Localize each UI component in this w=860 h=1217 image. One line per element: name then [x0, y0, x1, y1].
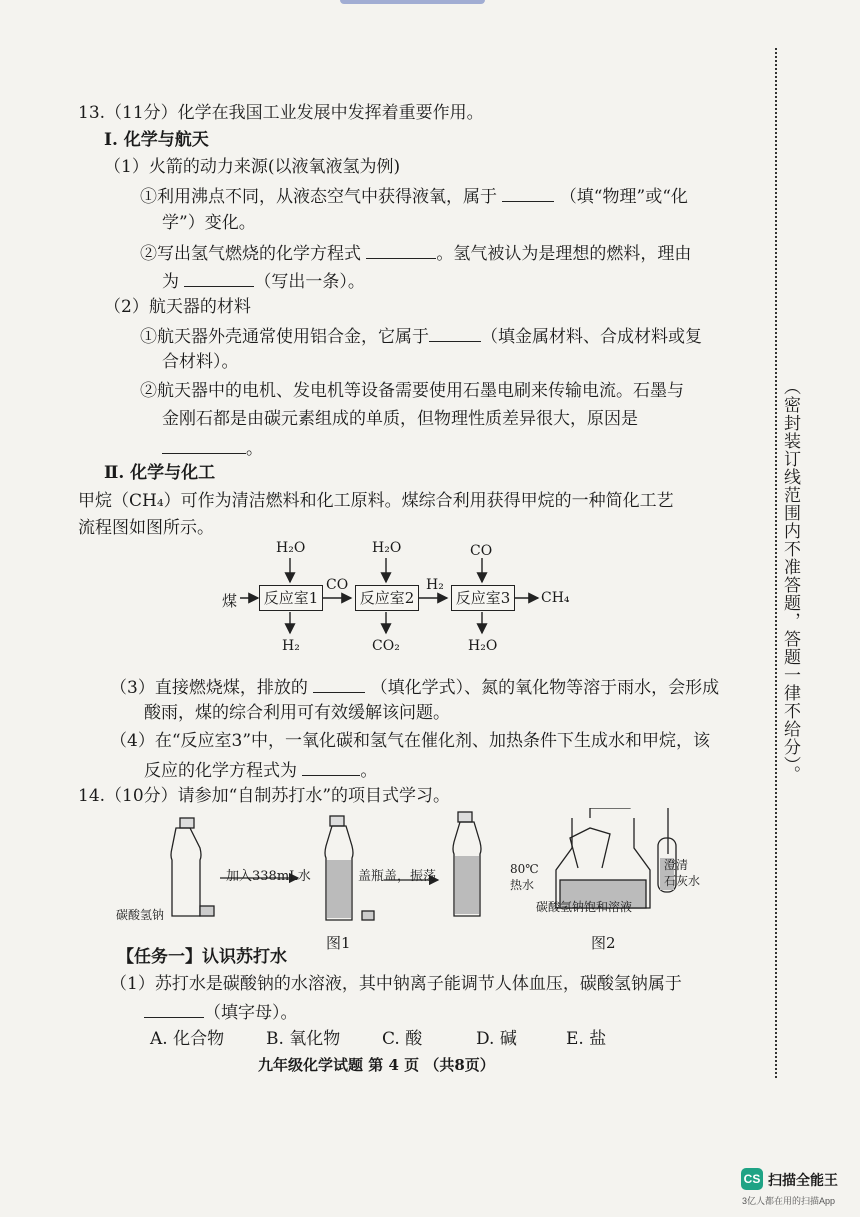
scanner-logo: CS: [741, 1168, 763, 1190]
q13-section-2: Ⅱ. 化学与化工: [104, 463, 216, 483]
q13-intro-line1: 甲烷（CH₄）可作为清洁燃料和化工原料。煤综合利用获得甲烷的一种简化工艺: [78, 491, 674, 511]
q14-1-line2: （填字母）。: [144, 1001, 298, 1023]
q14-option-a: A. 化合物: [150, 1029, 225, 1049]
q13-2b-line3: 。: [162, 437, 263, 459]
q14-task-1: 【任务一】认识苏打水: [117, 947, 287, 967]
reaction-chamber-2: 反应室2: [355, 585, 419, 611]
q14-option-c: C. 酸: [382, 1029, 423, 1049]
q13-1b-line1: ②写出氢气燃烧的化学方程式 。氢气被认为是理想的燃料，理由: [140, 244, 692, 264]
q13-intro-line2: 流程图如图所示。: [78, 518, 214, 538]
q14-option-d: D. 碱: [476, 1029, 517, 1049]
flow-output-2: CO₂: [372, 638, 400, 654]
q14-option-b: B. 氧化物: [266, 1029, 341, 1049]
flow-output-3: H₂O: [468, 638, 498, 654]
fig2-limewater-2: 石灰水: [664, 874, 701, 888]
figure-1-caption: 图1: [326, 934, 351, 952]
figure-2-caption: 图2: [591, 934, 616, 952]
q13-4-line1: （4）在“反应室3”中，一氧化碳和氢气在催化剂、加热条件下生成水和甲烷，该: [110, 731, 711, 751]
q13-2b-line1: ②航天器中的电机、发电机等设备需要使用石墨电刷来传输电流。石墨与: [140, 381, 684, 401]
fig1-reagent: 碳酸氢钠: [116, 908, 165, 922]
flow-coal: 煤: [222, 592, 238, 610]
flow-intermediate-co: CO: [326, 577, 349, 593]
fig2-limewater-1: 澄清: [664, 858, 689, 872]
fig1-step2: 盖瓶盖，振荡: [358, 869, 437, 884]
q13-2b-line2: 金刚石都是由碳元素组成的单质，但物理性质差异很大，原因是: [162, 409, 638, 429]
fig1-step1: 加入338mL水: [226, 869, 311, 884]
q14-heading: 14.（10分）请参加“自制苏打水”的项目式学习。: [78, 786, 451, 806]
answer-blank[interactable]: [144, 1001, 204, 1018]
fig2-solution: 碳酸氢钠饱和溶液: [536, 900, 633, 914]
q13-4-line2: 反应的化学方程式为 。: [144, 761, 378, 781]
binding-note: （密封装订线范围内不准答题，答题一律不给分）。: [780, 378, 800, 784]
q13-section-1: Ⅰ. 化学与航天: [104, 130, 209, 150]
answer-blank[interactable]: [313, 676, 365, 693]
q13-3-line2: 酸雨，煤的综合利用可有效缓解该问题。: [144, 703, 450, 723]
q13-1b-line2: 为 （写出一条）。: [162, 272, 365, 292]
q14-1-line1: （1）苏打水是碳酸钠的水溶液，其中钠离子能调节人体血压，碳酸氢钠属于: [110, 974, 682, 994]
reaction-chamber-1: 反应室1: [259, 585, 323, 611]
q13-1a-line2: 学”）变化。: [162, 213, 256, 233]
q13-1a-line1: ①利用沸点不同，从液态空气中获得液氧，属于 （填“物理”或“化: [140, 187, 688, 207]
q13-heading: 13.（11分）化学在我国工业发展中发挥着重要作用。: [78, 103, 484, 123]
flow-input-1: H₂O: [276, 540, 306, 556]
answer-blank[interactable]: [302, 759, 360, 776]
fig2-hot-water: 热水: [510, 878, 535, 892]
q13-2a-line2: 合材料）。: [162, 352, 239, 372]
q13-3-line1: （3）直接燃烧煤，排放的 （填化学式）、氮的氧化物等溶于雨水，会形成: [110, 678, 720, 698]
q13-part-1: （1）火箭的动力来源(以液氧液氢为例): [104, 157, 401, 177]
flow-input-3: CO: [470, 543, 493, 559]
flow-input-2: H₂O: [372, 540, 402, 556]
q13-part-2: （2）航天器的材料: [104, 297, 251, 317]
flow-output-1: H₂: [282, 638, 300, 654]
fig2-water-temp: 80℃: [510, 862, 539, 876]
scanner-tagline: 3亿人都在用的扫描App: [742, 1196, 836, 1206]
q13-2a-line1: ①航天器外壳通常使用铝合金，它属于 （填金属材料、合成材料或复: [140, 327, 702, 347]
flow-product: CH₄: [541, 590, 570, 606]
flow-intermediate-h2: H₂: [426, 577, 444, 593]
reaction-chamber-3: 反应室3: [451, 585, 515, 611]
page-footer: 九年级化学试题 第 4 页 （共8页）: [258, 1056, 495, 1074]
scanner-name: 扫描全能王: [768, 1172, 838, 1188]
q14-option-e: E. 盐: [566, 1029, 607, 1049]
